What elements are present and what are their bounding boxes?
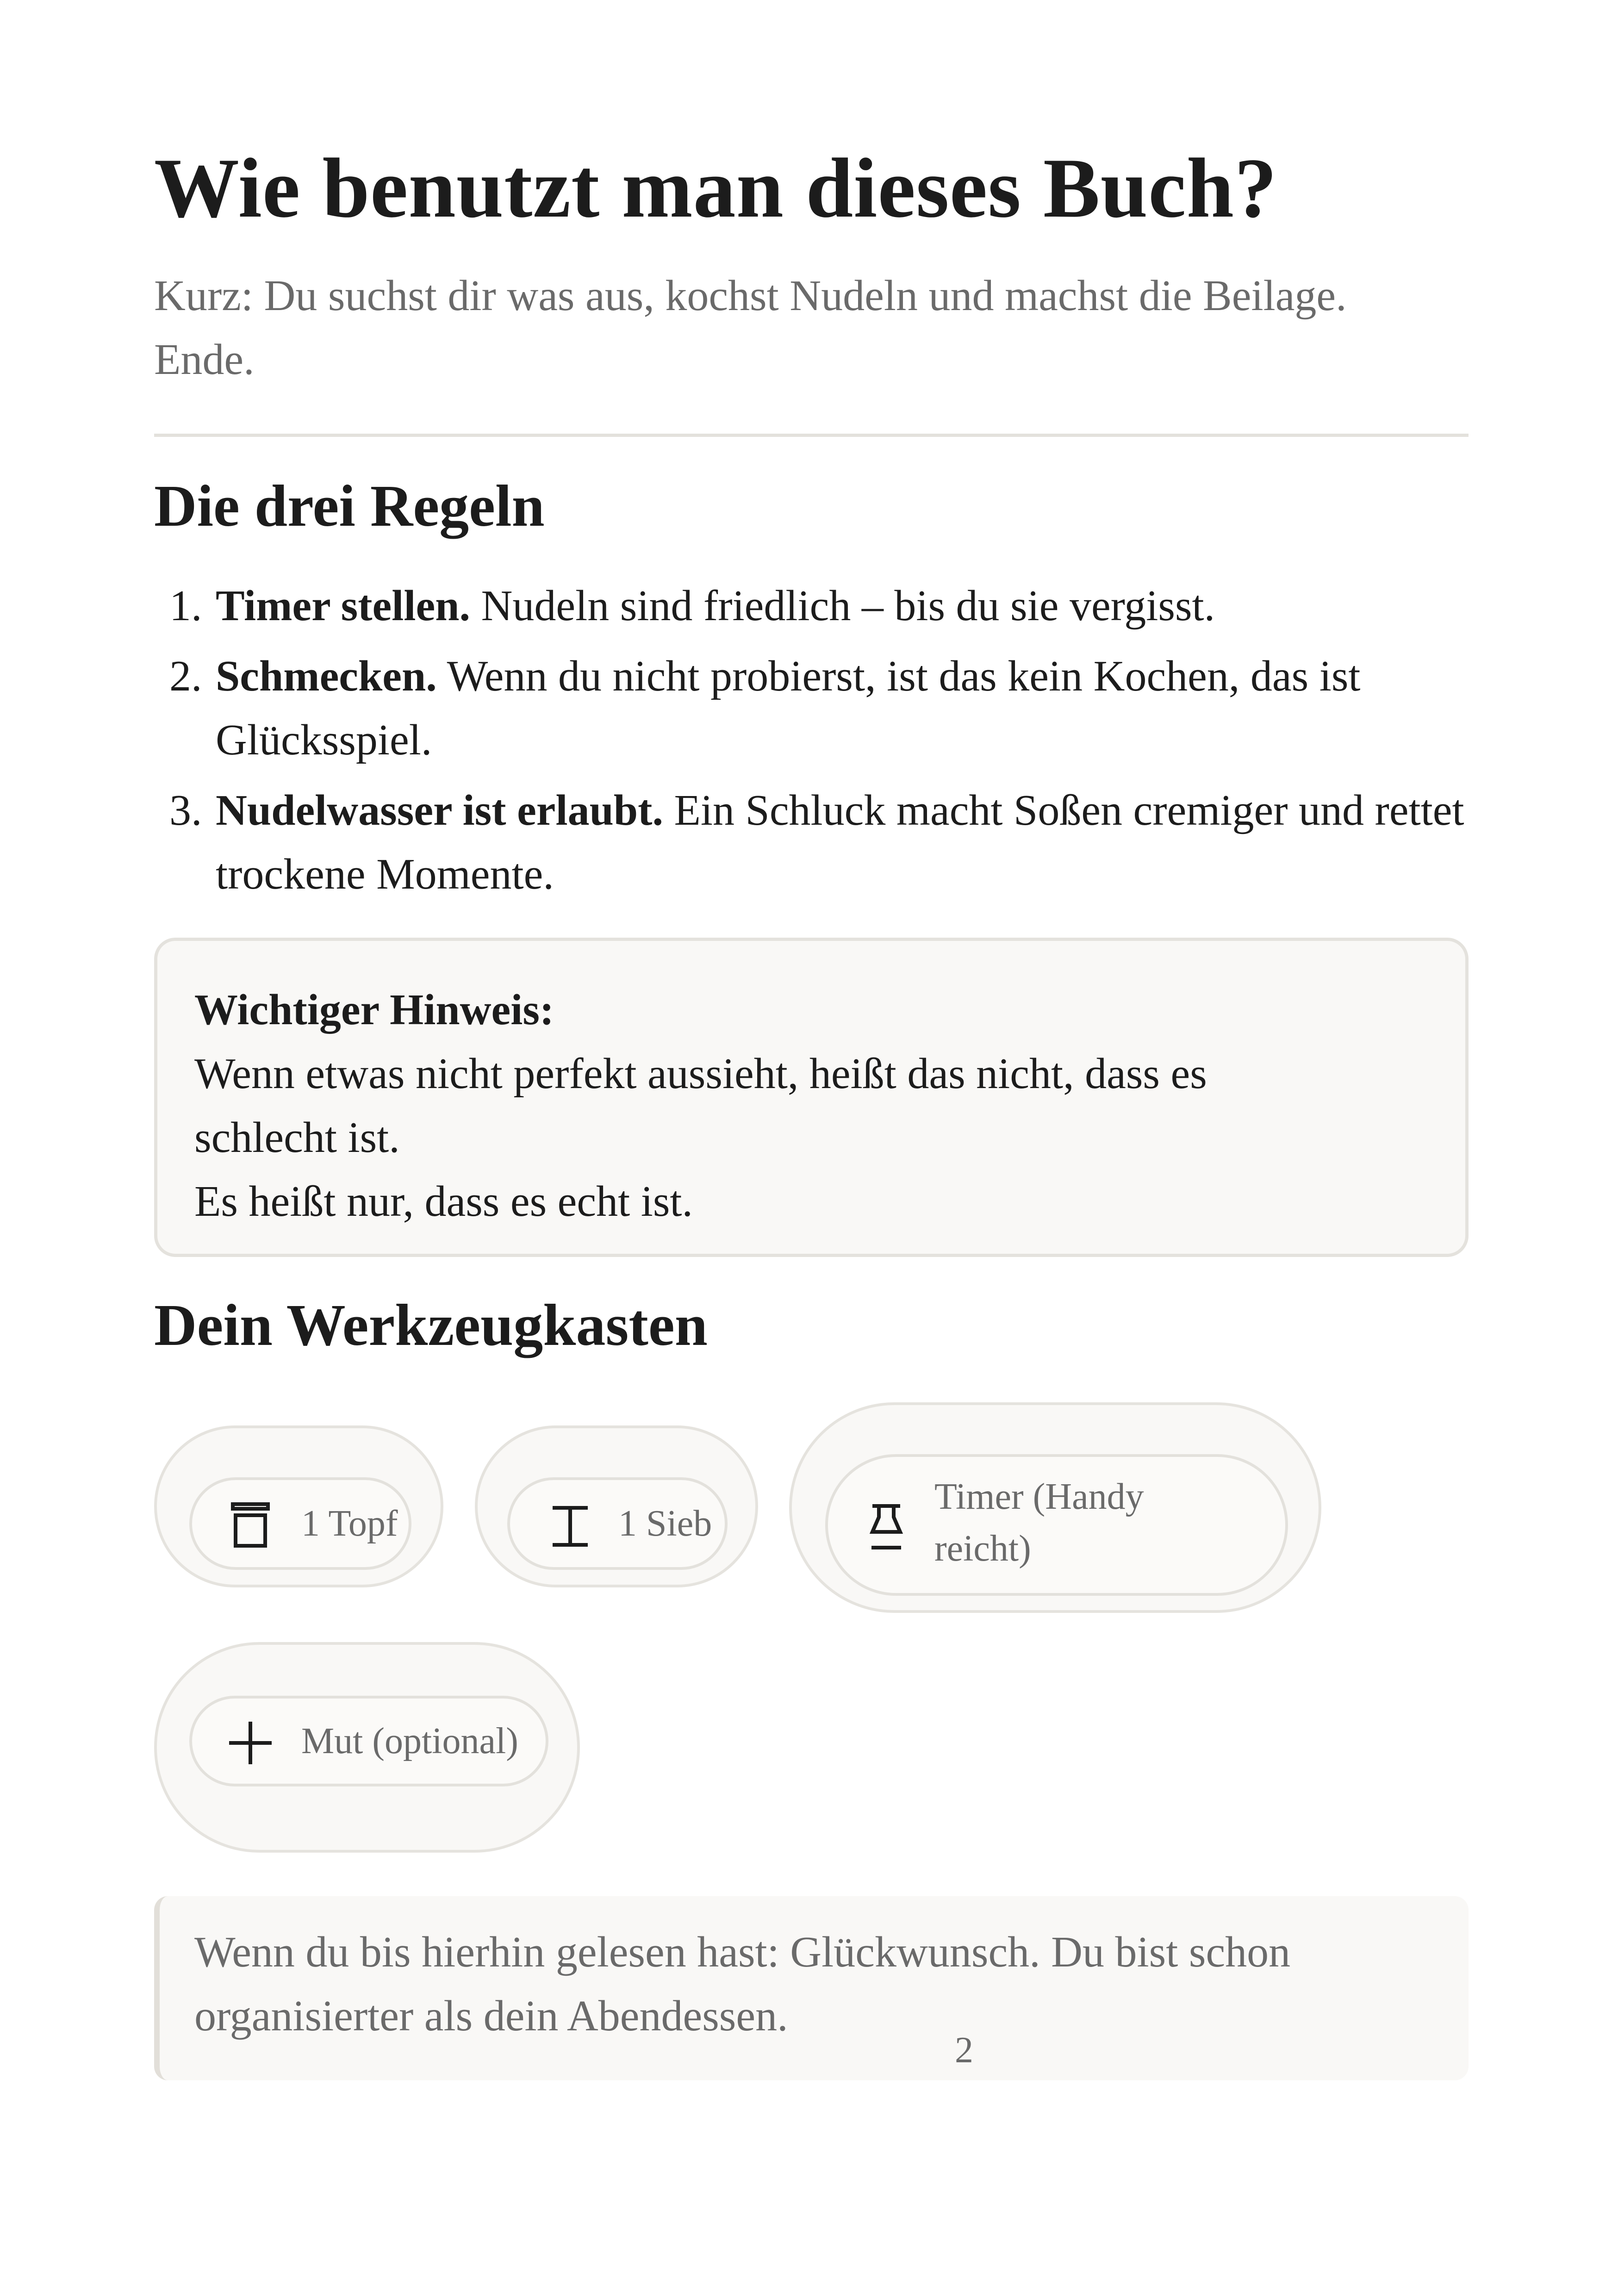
timer-icon: [868, 1503, 905, 1551]
rule-title: Timer stellen.: [216, 582, 471, 630]
note-title: Wichtiger Hinweis:: [194, 986, 554, 1034]
toolbox-heading: Dein Werkzeugkasten: [154, 1292, 708, 1358]
closing-quote: [154, 1896, 1469, 2080]
list-number: 2.: [169, 652, 202, 700]
rule-title: Nudelwasser ist erlaubt.: [216, 786, 663, 834]
divider: [154, 434, 1469, 437]
list-item: [154, 574, 1469, 638]
list-number: 1.: [169, 582, 202, 630]
rules-heading: Die drei Regeln: [154, 473, 545, 539]
tool-chip-inner: [507, 1477, 728, 1570]
plus-icon: [227, 1720, 274, 1766]
tool-chip-courage: [154, 1642, 580, 1853]
rule-text: Nudeln sind friedlich – bis du sie vergisst.: [470, 582, 1215, 630]
rule-text: Ein Schluck macht Soßen cremiger und rettet trockene Momente.: [216, 786, 1464, 898]
tool-label: Mut (optional): [301, 1721, 518, 1761]
important-note-box: [154, 938, 1469, 1257]
sieve-icon: [548, 1504, 592, 1549]
rule-title: Schmecken.: [216, 652, 437, 700]
page-subtitle: Kurz: Du suchst dir was aus, kochst Nudeln und machst die Beilage. Ende.: [154, 272, 1347, 384]
tool-chip-inner: [189, 1696, 548, 1786]
list-number: 3.: [169, 786, 202, 834]
note-text: Es heißt nur, dass es echt ist.: [194, 1177, 693, 1226]
tool-chip-inner: [825, 1454, 1288, 1596]
note-text: Wenn etwas nicht perfekt aussieht, heißt das nicht, dass es schlecht ist.: [194, 1050, 1207, 1162]
tool-chip-sieve: [475, 1425, 758, 1587]
list-item: [154, 778, 1469, 906]
tool-chip-pot: [154, 1425, 443, 1587]
tool-chip-timer: [789, 1402, 1321, 1613]
page-title: Wie benutzt man dieses Buch?: [154, 141, 1278, 235]
rule-text: Wenn du nicht probierst, ist das kein Kochen, das ist Glücksspiel.: [216, 652, 1361, 764]
tool-label: 1 Topf: [301, 1503, 398, 1544]
quote-text: Wenn du bis hierhin gelesen hast: Glückwunsch. Du bist schon organisierter als dein Abendessen.: [194, 1928, 1291, 2040]
tool-label: 1 Sieb: [618, 1503, 712, 1544]
tool-label: Timer (Handy reicht): [934, 1476, 1144, 1569]
pot-icon: [228, 1501, 273, 1549]
list-item: [154, 644, 1469, 772]
tool-chip-inner: [189, 1477, 411, 1570]
rules-list: [154, 574, 1469, 913]
page-number: 2: [955, 2030, 973, 2071]
